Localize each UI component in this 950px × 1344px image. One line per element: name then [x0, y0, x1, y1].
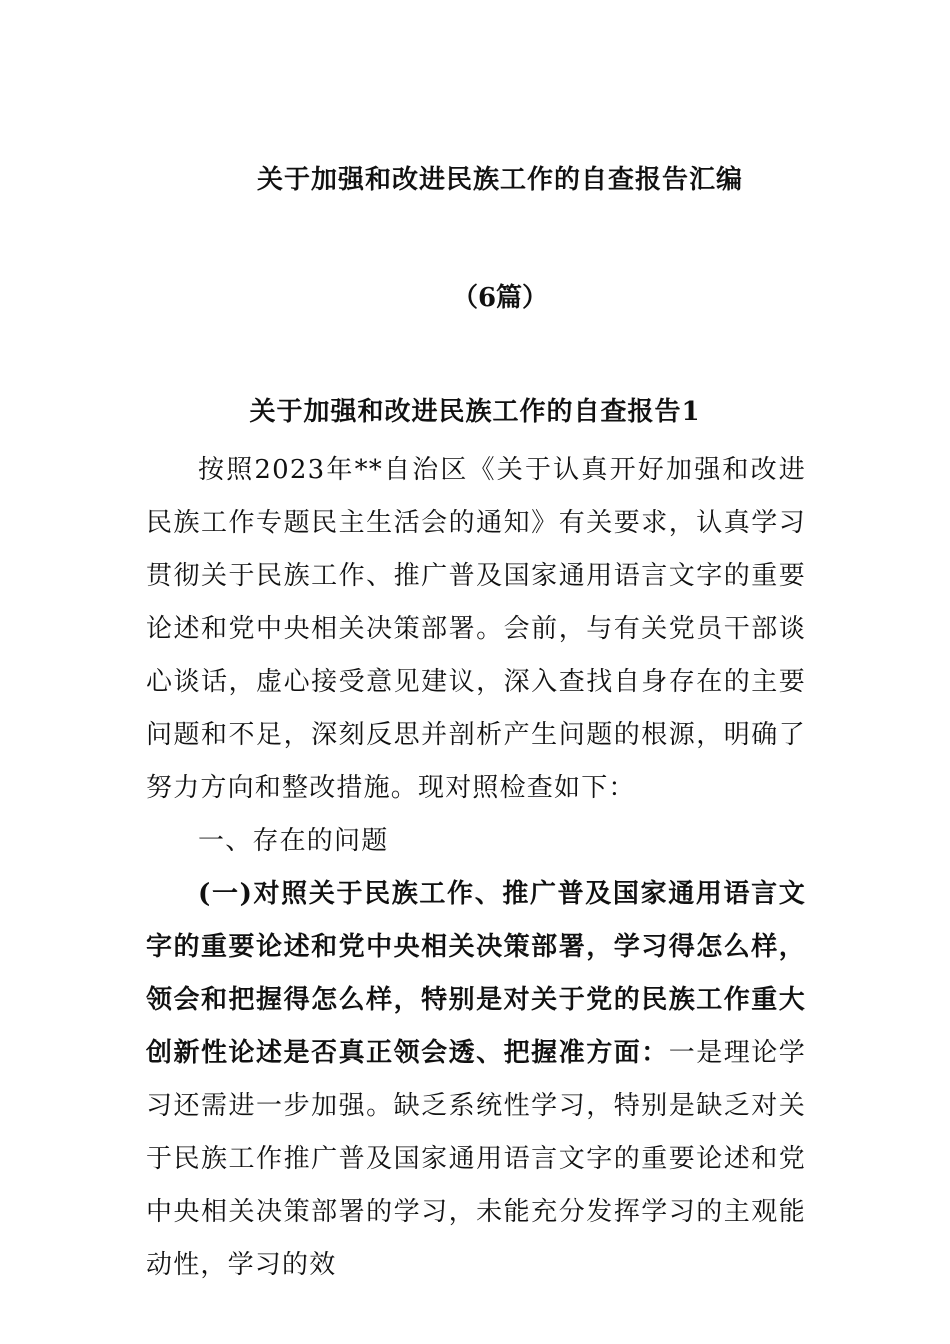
heading-problems: 一、存在的问题 [198, 826, 389, 856]
document-body [146, 444, 806, 1292]
document-title: 关于加强和改进民族工作的自查报告汇编 [256, 165, 743, 195]
item-1-lead: (一)对照关于民族工作、推广普及国家通用语言文字的重要论述和党中央相关决策部署，学习得怎么样，领会和把握得怎么样，特别是对关于党的民族工作重大创新性论述是否真正领会透、把握准方面： [146, 879, 806, 1068]
intro-paragraph: 按照2023年**自治区《关于认真开好加强和改进民族工作专题民主生活会的通知》有关要求，认真学习贯彻关于民族工作、推广普及国家通用语言文字的重要论述和党中央相关决策部署。会前，与有关党员干部谈心谈话，虚心接受意见建议，深入查找自身存在的主要问题和不足，深刻反思并剖析产生问题的根源，明确了努力方向和整改措施。现对照检查如下： [146, 455, 806, 803]
item-1-paragraph [146, 868, 806, 1292]
document-subtitle: （6篇） [451, 283, 549, 313]
item-1-text: 一是理论学习还需进一步加强。缺乏系统性学习，特别是缺乏对关于民族工作推广普及国家通用语言文字的重要论述和党中央相关决策部署的学习，未能充分发挥学习的主观能动性，学习的效 [146, 1038, 806, 1280]
section-title: 关于加强和改进民族工作的自查报告1 [249, 397, 701, 427]
